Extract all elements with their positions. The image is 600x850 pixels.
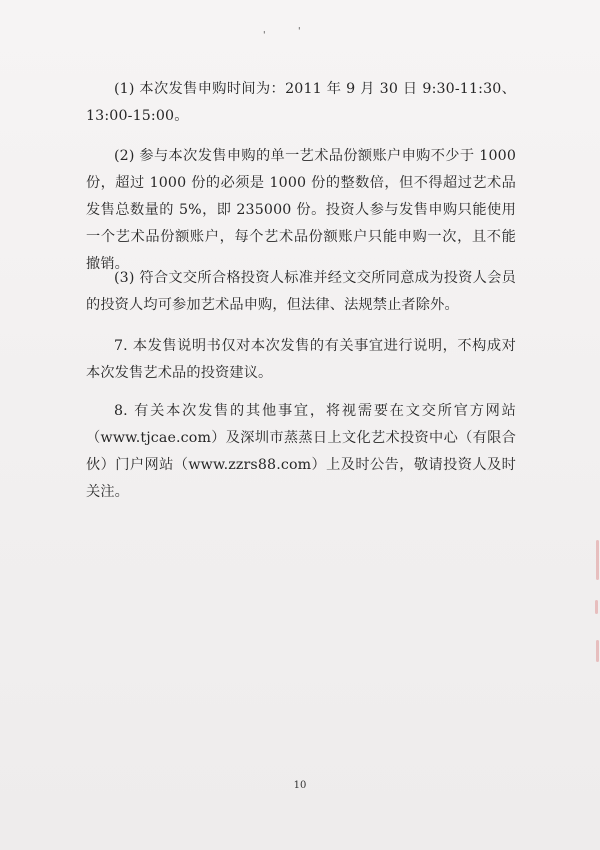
edge-stain: [596, 540, 599, 580]
page-number: 10: [293, 780, 307, 791]
scan-mark: ': [298, 27, 301, 37]
edge-stain: [595, 600, 598, 614]
scan-mark: ': [263, 31, 266, 41]
paragraph-item-7: 7. 本发售说明书仅对本次发售的有关事宜进行说明，不构成对本次发售艺术品的投资建议。: [86, 338, 516, 381]
paragraph-eligibility: (3) 符合文交所合格投资人标准并经文交所同意成为投资人会员的投资人均可参加艺术品申购，但法律、法规禁止者除外。: [86, 270, 516, 313]
paragraph-item-8: 8. 有关本次发售的其他事宜，将视需要在文交所官方网站（www.tjcae.com）及深圳市蒸蒸日上文化艺术投资中心（有限合伙）门户网站（www.zzrs88.com）上及时公告，敬请投资人及时关注。: [86, 403, 516, 500]
paragraph-subscription-time: (1) 本次发售申购时间为：2011 年 9 月 30 日 9:30-11:30、13:00-15:00。: [86, 81, 516, 124]
edge-stain: [596, 640, 599, 662]
paragraph-subscription-rules: (2) 参与本次发售申购的单一艺术品份额账户申购不少于 1000 份，超过 1000 份的必须是 1000 份的整数倍，但不得超过艺术品发售总数量的 5%，即 235000 份。投资人参与发售申购只能使用一个艺术品份额账户，每个艺术品份额账户只能申购一次，且不能撤销。: [86, 148, 516, 272]
